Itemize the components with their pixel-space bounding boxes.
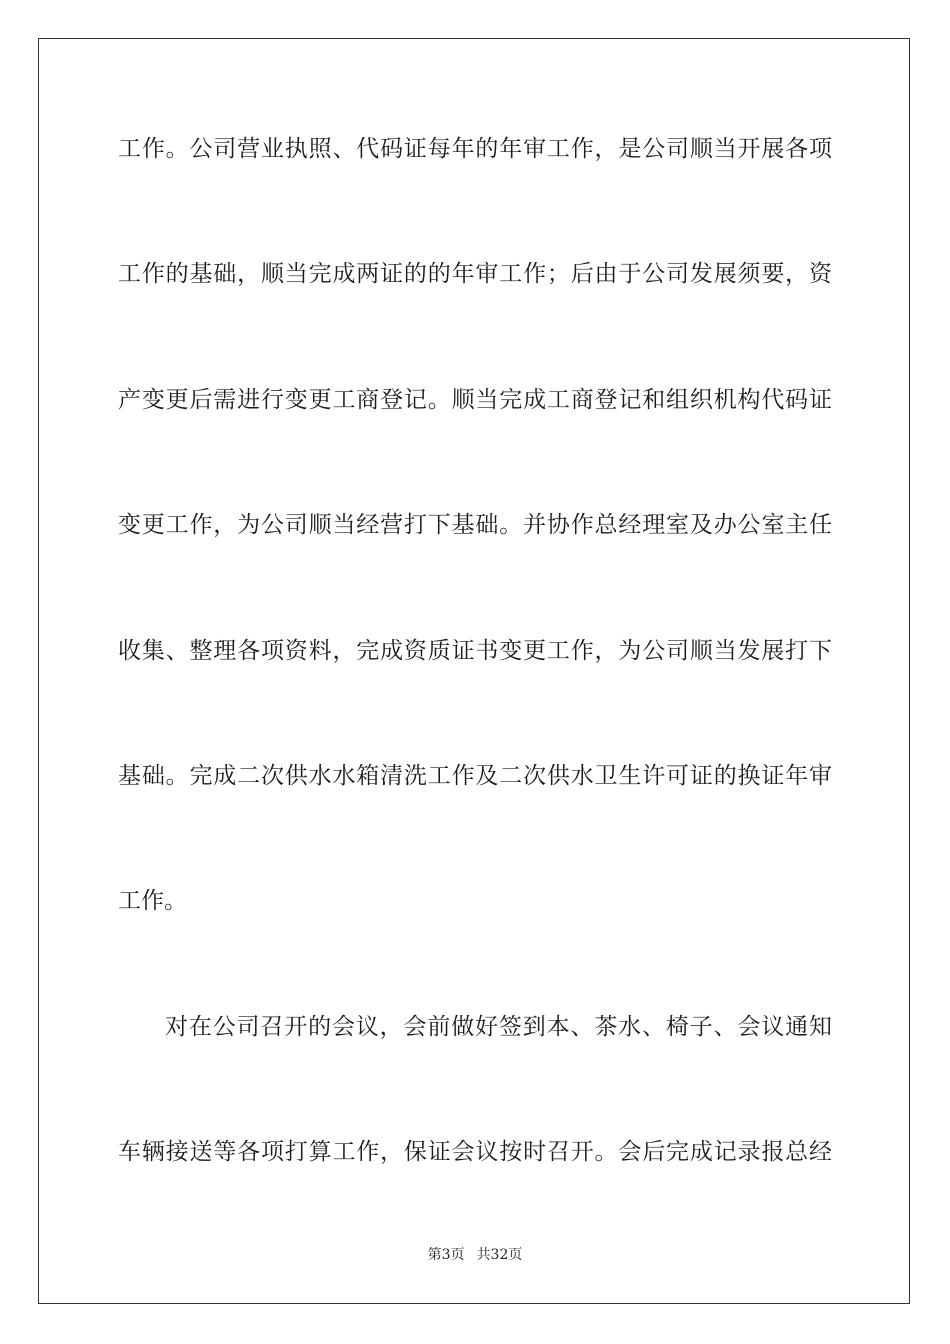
page-border: [38, 38, 910, 1304]
page-number: 第3页: [427, 1247, 465, 1263]
text-line: 收集、整理各项资料，完成资质证书变更工作，为公司顺当发展打下: [118, 638, 832, 664]
page-footer: [0, 1246, 950, 1264]
text-line: 产变更后需进行变更工商登记。顺当完成工商登记和组织机构代码证: [118, 387, 832, 413]
text-line: 变更工作，为公司顺当经营打下基础。并协作总经理室及办公室主任: [118, 512, 832, 538]
text-line: 基础。完成二次供水水箱清洗工作及二次供水卫生许可证的换证年审: [118, 763, 832, 789]
page-total: 共32页: [476, 1247, 523, 1263]
text-line: 工作的基础，顺当完成两证的的年审工作；后由于公司发展须要，资: [118, 261, 832, 287]
text-line: 车辆接送等各项打算工作，保证会议按时召开。会后完成记录报总经: [118, 1139, 832, 1165]
text-line: 工作。: [118, 888, 187, 914]
text-line: 对在公司召开的会议，会前做好签到本、茶水、椅子、会议通知: [165, 1014, 832, 1040]
text-line: 工作。公司营业执照、代码证每年的年审工作，是公司顺当开展各项: [118, 136, 832, 162]
